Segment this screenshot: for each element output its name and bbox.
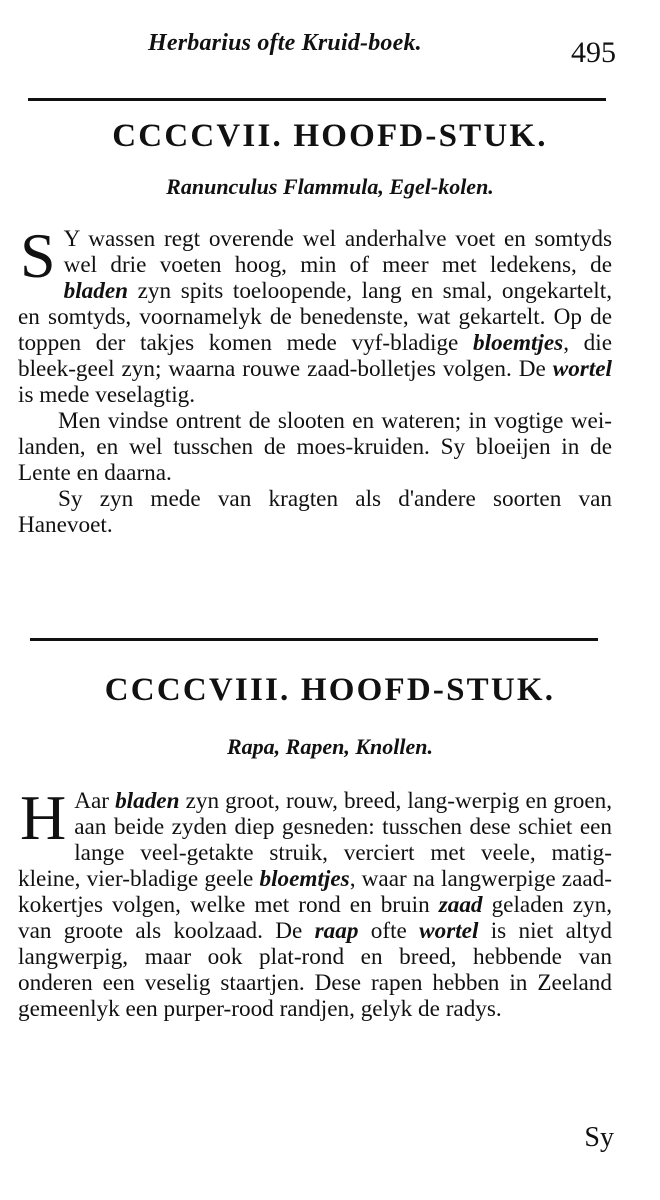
catchword: Sy — [584, 1122, 614, 1153]
text-run: ofte — [358, 918, 420, 944]
paragraph-properties-1: Sy zyn mede van kragten als d'andere soorten van Hanevoet. — [18, 486, 612, 538]
text-run: is niet altyd langwerpig, maar ook plat-rond en breed, hebbende van onderen een veselig staartjen. Dese rapen hebben in Zeeland gemeenlyk een purper-rood randjen, gelyk de radys. — [18, 918, 612, 1022]
text-run: zyn spits toeloopende, lang en smal, ongekartelt, en somtyds, voornamelyk de benedenste, wat gekartelt. Op de toppen der takjes komen mede vyf-bladige — [18, 278, 612, 356]
italic-term: bladen — [63, 278, 129, 304]
chapter-title-2: CCCCVIII. HOOFD-STUK. — [104, 672, 556, 708]
italic-term: bloemtjes — [473, 330, 564, 356]
text-run: is mede veselagtig. — [18, 382, 196, 408]
plant-name-2: Rapa, Rapen, Knollen. — [227, 734, 433, 759]
plant-name-1: Ranunculus Flammula, Egel-kolen. — [166, 174, 494, 199]
paragraph-description-1 — [18, 220, 612, 408]
top-rule — [28, 98, 606, 101]
chapter-1-body — [18, 220, 612, 538]
italic-term: wortel — [419, 918, 479, 944]
section-rule — [30, 638, 598, 641]
text-run: zyn groot, rouw, breed, lang-werpig en groen, aan beide zyden diep gesneden: tusschen dese schiet een lange veel-getakte struik, verciert met veele, matig-kleine, vier-bladige geele — [18, 788, 612, 892]
text-run: Aar — [74, 788, 116, 814]
drop-cap: H — [20, 782, 67, 853]
italic-term: bladen — [115, 788, 180, 814]
page-number: 495 — [571, 36, 616, 69]
italic-term: bloemtjes — [259, 866, 350, 892]
running-title: Herbarius ofte Kruid-boek. — [148, 30, 422, 56]
italic-term: raap — [314, 918, 359, 944]
drop-cap: S — [20, 220, 56, 291]
chapter-2-body — [18, 782, 613, 1022]
text-run: Y wassen regt overende wel anderhalve voet en somtyds wel drie voeten hoog, min of meer met ledekens, de — [63, 226, 612, 278]
italic-term: zaad — [438, 892, 483, 918]
text-run: , die bleek-geel zyn; waarna rouwe zaad-bolletjes volgen. De — [18, 330, 612, 382]
text-run: geladen zyn, van groote als koolzaad. De — [18, 892, 613, 944]
paragraph-description-2 — [18, 782, 613, 1022]
chapter-title-1: CCCCVII. HOOFD-STUK. — [112, 118, 548, 154]
page-header — [0, 24, 660, 74]
italic-term: wortel — [552, 356, 612, 382]
text-run: , waar na langwerpige zaad-kokertjes volgen, welke met rond en bruin — [18, 866, 612, 918]
paragraph-habitat-1: Men vindse ontrent de slooten en wateren; in vogtige wei-landen, en wel tusschen de moes-kruiden. Sy bloeijen in de Lente en daarna. — [18, 408, 612, 486]
